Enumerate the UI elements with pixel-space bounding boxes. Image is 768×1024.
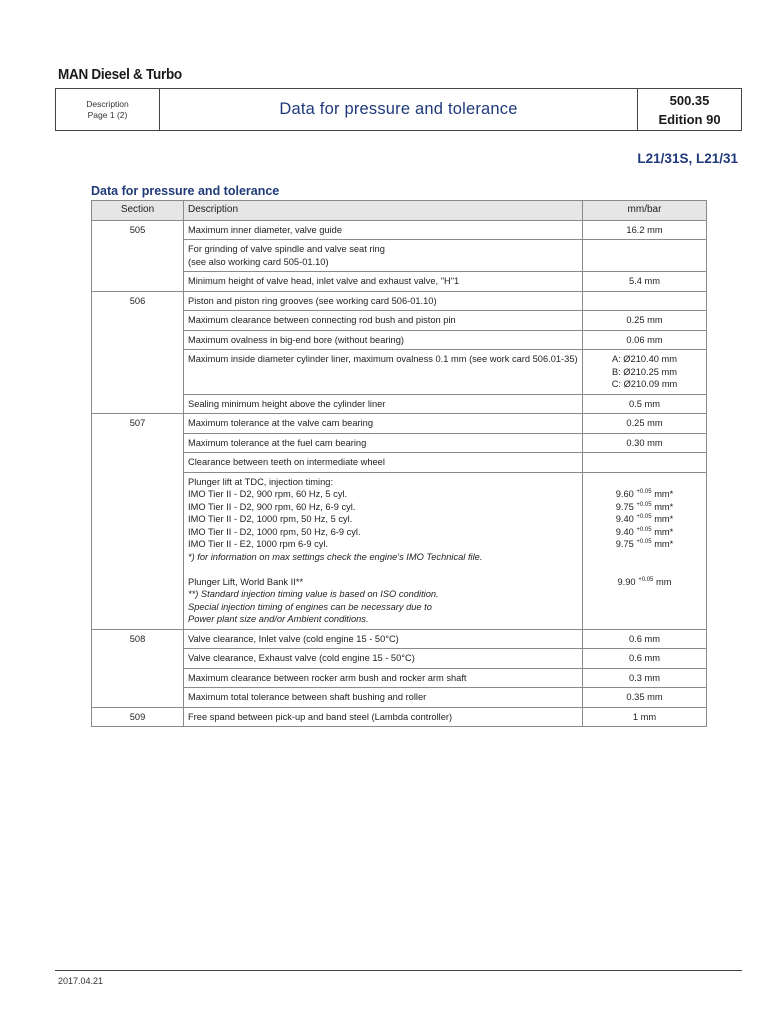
- column-header-value: mm/bar: [583, 201, 707, 221]
- value-line: 0.25 mm: [626, 315, 663, 325]
- value-line: 0.3 mm: [629, 672, 660, 683]
- value-line: [587, 488, 702, 501]
- value-cell: [583, 629, 707, 649]
- table-row: [92, 414, 707, 434]
- description-line: Plunger Lift, World Bank II**: [188, 576, 304, 587]
- value-line: [587, 513, 702, 526]
- table-body: [92, 220, 707, 727]
- section-cell: 506: [92, 291, 184, 414]
- description-line: [188, 563, 578, 576]
- company-name: MAN Diesel & Turbo: [58, 66, 182, 83]
- value-line: [587, 526, 702, 539]
- value-line: [587, 563, 702, 576]
- value-cell: [583, 220, 707, 240]
- value-number: 9.60: [615, 489, 634, 499]
- description-cell: [184, 414, 583, 434]
- table-row: [92, 629, 707, 649]
- value-cell: [583, 291, 707, 311]
- description-line: Piston and piston ring grooves (see working card 506-01.10): [188, 295, 437, 306]
- description-line: Maximum ovalness in big-end bore (without bearing): [188, 334, 404, 345]
- description-line: Maximum tolerance at the fuel cam bearing: [188, 437, 367, 448]
- value-line: [587, 551, 702, 564]
- description-line: (see also working card 505-01.10): [188, 256, 329, 267]
- description-line: Free spand between pick-up and band steel (Lambda controller): [188, 711, 453, 722]
- value-line: B: Ø210.25 mm: [611, 366, 678, 377]
- value-unit: mm*: [654, 539, 674, 549]
- header-doc-info: [56, 89, 160, 130]
- value-line: 1 mm: [632, 711, 657, 722]
- description-line: IMO Tier II - D2, 900 rpm, 60 Hz, 5 cyl.: [188, 489, 348, 499]
- table-row: [92, 453, 707, 473]
- value-unit: mm*: [654, 489, 674, 499]
- description-cell: [184, 272, 583, 292]
- description-line: Maximum inner diameter, valve guide: [188, 224, 342, 235]
- description-cell: [184, 433, 583, 453]
- value-line: 0.35 mm: [626, 692, 663, 702]
- footer-date: 2017.04.21: [58, 976, 104, 986]
- value-line: 0.6 mm: [629, 633, 660, 644]
- value-tolerance: +0.05: [636, 489, 652, 495]
- value-cell: [583, 472, 707, 629]
- description-line: Plunger lift at TDC, injection timing:: [188, 476, 334, 487]
- value-cell: [583, 707, 707, 727]
- value-line: 0.25 mm: [626, 418, 663, 428]
- table-row: [92, 220, 707, 240]
- description-cell: [184, 394, 583, 414]
- section-cell: 509: [92, 707, 184, 727]
- value-unit: mm*: [654, 526, 674, 537]
- description-line: Maximum tolerance at the valve cam bearing: [188, 418, 373, 428]
- value-number: 9.75: [615, 539, 634, 549]
- description-cell: [184, 330, 583, 350]
- value-line: [587, 538, 702, 551]
- table-row: [92, 707, 707, 727]
- description-cell: [184, 649, 583, 669]
- value-line: C: Ø210.09 mm: [611, 379, 678, 389]
- value-number: 9.75: [615, 501, 634, 512]
- table-row: [92, 350, 707, 395]
- value-number: 9.40: [615, 514, 634, 524]
- table-row: [92, 240, 707, 272]
- description-line: IMO Tier II - E2, 1000 rpm 6-9 cyl.: [188, 539, 329, 549]
- table-row: [92, 688, 707, 708]
- description-line: Clearance between teeth on intermediate wheel: [188, 457, 385, 467]
- value-cell: [583, 240, 707, 272]
- description-line: IMO Tier II - D2, 1000 rpm, 50 Hz, 6-9 cyl.: [188, 526, 361, 537]
- description-cell: [184, 220, 583, 240]
- table-row: [92, 394, 707, 414]
- description-cell: [184, 453, 583, 473]
- header-doc-number: [637, 89, 741, 130]
- description-cell: [184, 472, 583, 629]
- value-cell: [583, 688, 707, 708]
- table-row: [92, 433, 707, 453]
- value-cell: [583, 330, 707, 350]
- value-line: 0.5 mm: [629, 398, 660, 409]
- value-cell: [583, 668, 707, 688]
- value-line: 16.2 mm: [626, 224, 663, 235]
- value-line: [587, 476, 702, 489]
- value-cell: [583, 350, 707, 395]
- value-number: 9.90: [617, 576, 636, 587]
- table-row: [92, 668, 707, 688]
- table-row: [92, 649, 707, 669]
- value-tolerance: +0.05: [636, 539, 652, 545]
- value-cell: [583, 414, 707, 434]
- tolerance-table: [91, 200, 707, 727]
- value-tolerance: +0.05: [638, 576, 654, 583]
- description-line: Power plant size and/or Ambient conditions.: [188, 614, 369, 624]
- description-cell: [184, 350, 583, 395]
- description-line: *) for information on max settings check the engine's IMO Technical file.: [188, 551, 483, 562]
- value-cell: [583, 394, 707, 414]
- description-line: Sealing minimum height above the cylinder liner: [188, 398, 386, 409]
- value-line: 0.6 mm: [629, 653, 660, 663]
- description-line: For grinding of valve spindle and valve seat ring: [188, 244, 385, 254]
- value-line: A: Ø210.40 mm: [611, 354, 678, 364]
- description-line: Maximum clearance between connecting rod bush and piston pin: [188, 315, 456, 325]
- description-line: Maximum total tolerance between shaft bushing and roller: [188, 692, 427, 702]
- value-line: [587, 576, 702, 589]
- table-row: [92, 311, 707, 331]
- section-cell: 507: [92, 414, 184, 630]
- table-row: [92, 472, 707, 629]
- footer-divider: [55, 970, 742, 971]
- value-number: 9.40: [615, 526, 634, 537]
- description-line: **) Standard injection timing value is based on ISO condition.: [188, 589, 439, 599]
- description-line: Maximum clearance between rocker arm bush and rocker arm shaft: [188, 672, 467, 683]
- doc-number: 500.35: [669, 92, 710, 108]
- table-row: [92, 291, 707, 311]
- value-tolerance: +0.05: [636, 514, 652, 520]
- doc-type-label: Description: [86, 98, 129, 109]
- value-cell: [583, 433, 707, 453]
- table-row: [92, 272, 707, 292]
- description-cell: [184, 707, 583, 727]
- section-cell: 508: [92, 629, 184, 707]
- value-line: 0.06 mm: [626, 334, 663, 345]
- value-unit: mm*: [654, 501, 674, 512]
- value-unit: mm*: [654, 514, 674, 524]
- page-indicator: Page 1 (2): [87, 109, 128, 120]
- column-header-section: Section: [92, 201, 184, 221]
- description-line: Valve clearance, Exhaust valve (cold engine 15 - 50°C): [188, 653, 415, 663]
- document-header: [55, 88, 742, 131]
- value-line: 0.30 mm: [626, 437, 663, 448]
- value-cell: [583, 649, 707, 669]
- document-title: Data for pressure and tolerance: [279, 100, 518, 118]
- description-line: Special injection timing of engines can be necessary due to: [188, 601, 432, 612]
- table-row: [92, 330, 707, 350]
- engine-models: L21/31S, L21/31: [637, 151, 738, 166]
- value-line: [587, 501, 702, 514]
- section-cell: 505: [92, 220, 184, 291]
- description-cell: [184, 291, 583, 311]
- value-tolerance: +0.05: [636, 526, 652, 533]
- description-cell: [184, 688, 583, 708]
- value-cell: [583, 311, 707, 331]
- table-header-row: [92, 201, 707, 221]
- description-cell: [184, 311, 583, 331]
- value-cell: [583, 453, 707, 473]
- value-unit: mm: [655, 576, 672, 587]
- description-line: Valve clearance, Inlet valve (cold engine 15 - 50°C): [188, 633, 399, 644]
- value-cell: [583, 272, 707, 292]
- section-title: Data for pressure and tolerance: [91, 184, 280, 198]
- description-line: IMO Tier II - D2, 900 rpm, 60 Hz, 6-9 cyl.: [188, 501, 356, 512]
- edition-label: Edition 90: [658, 111, 721, 127]
- description-cell: [184, 629, 583, 649]
- description-line: IMO Tier II - D2, 1000 rpm, 50 Hz, 5 cyl.: [188, 514, 353, 524]
- description-cell: [184, 668, 583, 688]
- value-line: 5.4 mm: [629, 276, 660, 286]
- description-line: Minimum height of valve head, inlet valve and exhaust valve, "H"1: [188, 276, 460, 286]
- column-header-description: Description: [184, 201, 583, 221]
- description-line: Maximum inside diameter cylinder liner, maximum ovalness 0.1 mm (see work card 506.01-35): [188, 354, 578, 364]
- value-tolerance: +0.05: [636, 501, 652, 508]
- description-cell: [184, 240, 583, 272]
